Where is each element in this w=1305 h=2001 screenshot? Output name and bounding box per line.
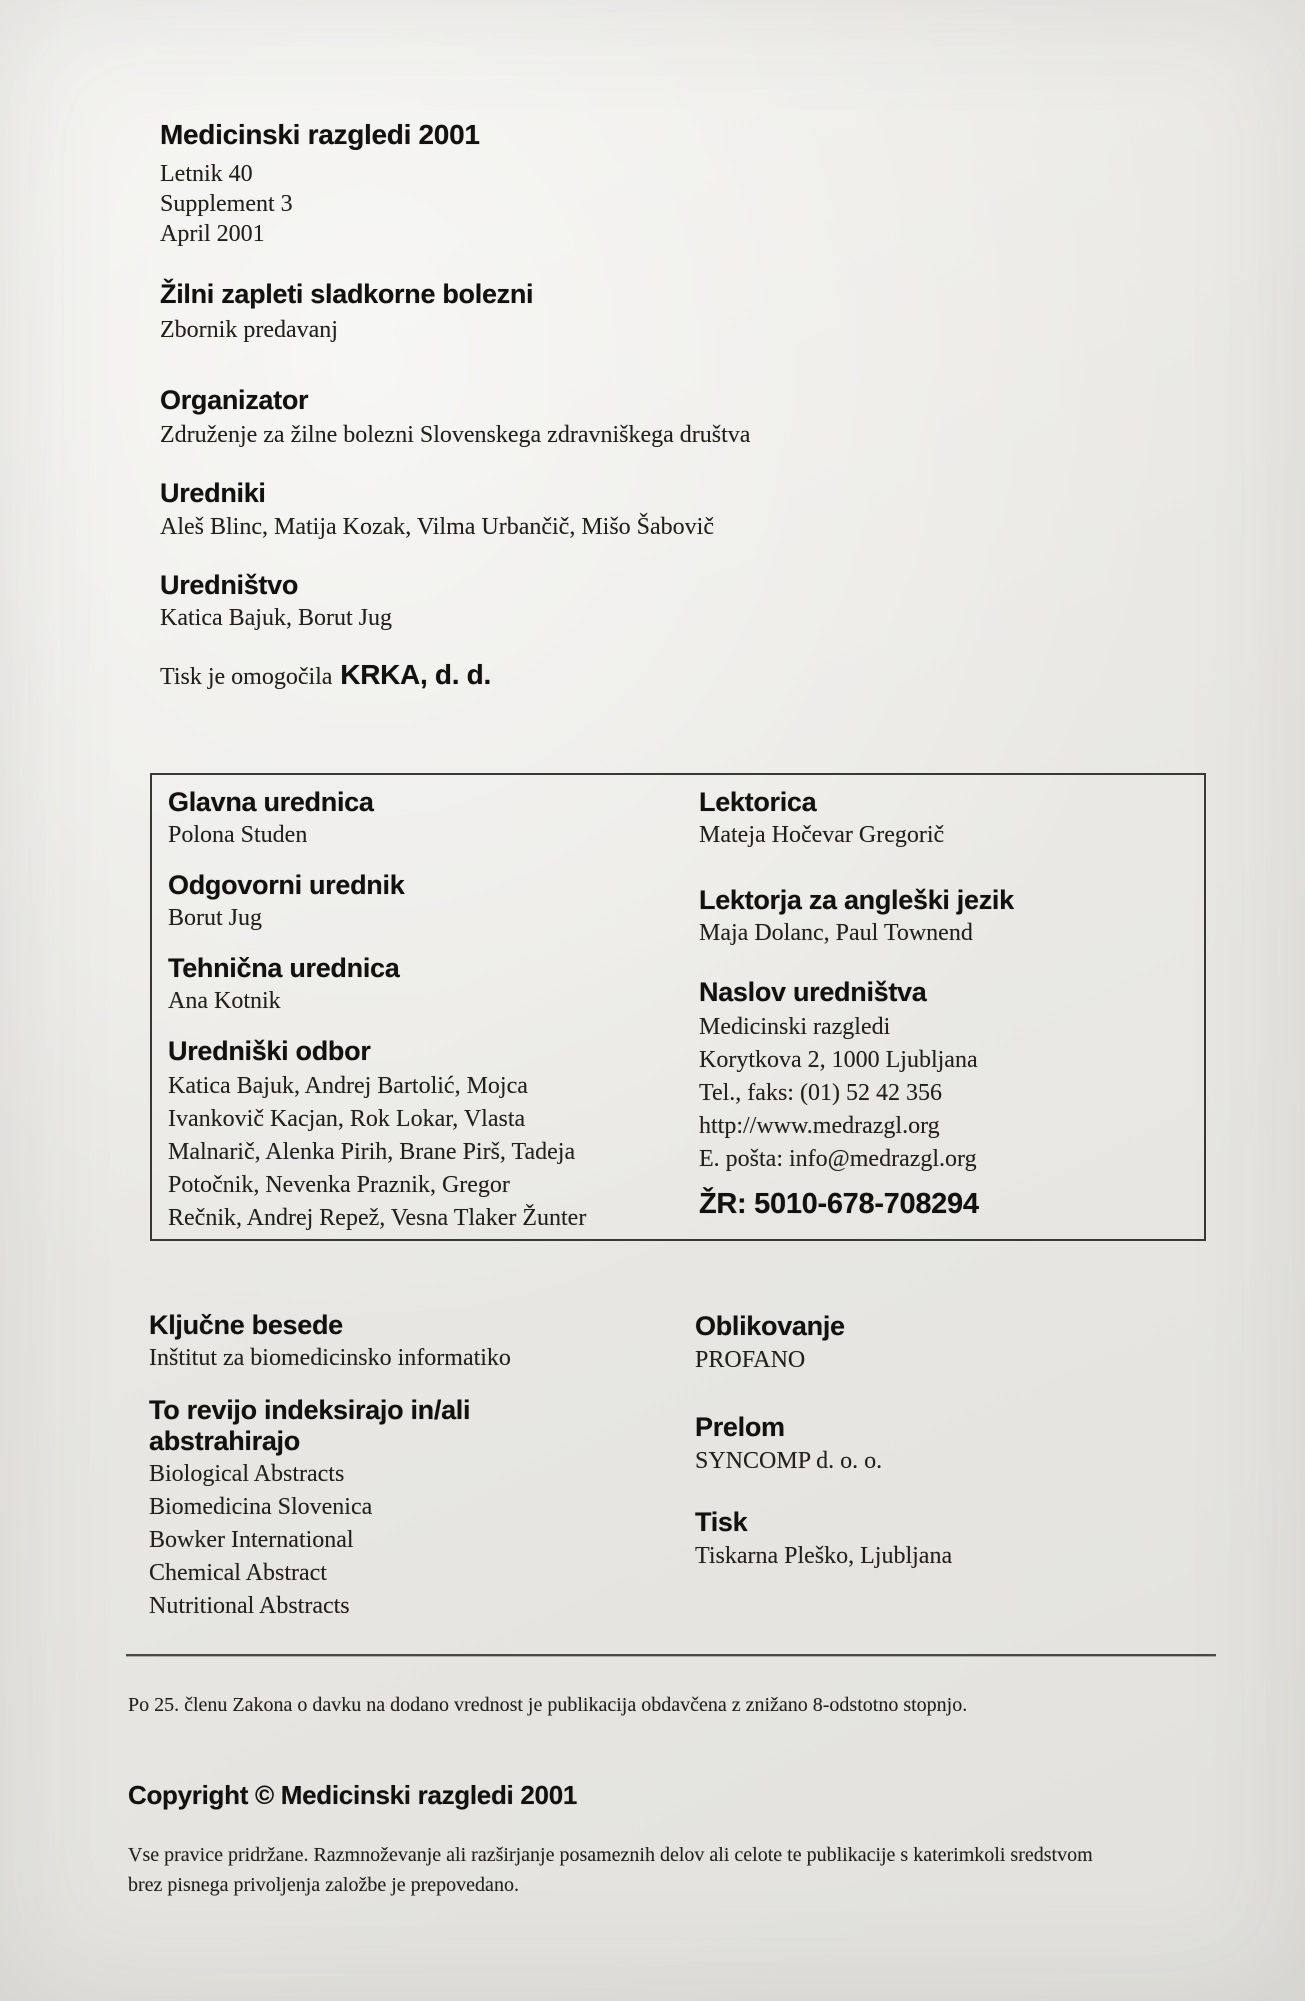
date-line: April 2001 [160,221,265,247]
editors-heading: Uredniki [160,478,266,508]
english-proofreaders-body: Maja Dolanc, Paul Townend [699,920,973,946]
indexing-item: Biomedicina Slovenica [149,1494,373,1520]
address-line: Korytkova 2, 1000 Ljubljana [699,1047,978,1073]
keywords-body: Inštitut za biomedicinsko informatiko [149,1345,511,1371]
technical-editor-heading: Tehnična urednica [168,953,400,983]
editors-body: Aleš Blinc, Matija Kozak, Vilma Urbančič, Mišo Šabovič [160,514,715,540]
responsible-editor-heading: Odgovorni urednik [168,870,405,900]
sponsor-line [160,658,491,692]
rights-line: Vse pravice pridržane. Razmnoževanje ali razširjanje posameznih delov ali celote te publikacije s katerimkoli sredstvom [128,1844,1093,1866]
layout-heading: Prelom [695,1412,785,1442]
imprint-box [150,773,1206,1241]
tax-note: Po 25. členu Zakona o davku na dodano vrednost je publikacija obdavčena z znižano 8-odstotno stopnjo. [128,1694,968,1716]
sponsor-name: KRKA, d. d. [340,659,491,690]
rights-block [128,1840,1093,1900]
editorial-board-line: Potočnik, Nevenka Praznik, Gregor [168,1172,510,1198]
responsible-editor-body: Borut Jug [168,905,263,931]
technical-editor-body: Ana Kotnik [168,988,281,1014]
print-body: Tiskarna Pleško, Ljubljana [695,1543,953,1569]
volume-line: Letnik 40 [160,161,253,187]
address-line: http://www.medrazgl.org [699,1113,940,1139]
address-line: E. pošta: info@medrazgl.org [699,1146,977,1172]
english-proofreaders-heading: Lektorja za angleški jezik [699,885,1014,915]
print-heading: Tisk [695,1507,748,1537]
keywords-heading: Ključne besede [149,1310,343,1340]
sponsor-prefix: Tisk je omogočila [160,664,333,690]
chief-editor-body: Polona Studen [168,822,308,848]
indexing-list [149,1458,372,1623]
editorial-board-line: Malnarič, Alenka Pirih, Brane Pirš, Tadeja [168,1139,576,1165]
indexing-item: Chemical Abstract [149,1560,327,1586]
chief-editor-heading: Glavna urednica [168,787,374,817]
publication-subtitle: Zbornik predavanj [160,317,338,343]
editorial-office-body: Katica Bajuk, Borut Jug [160,605,392,631]
editorial-board-line: Ivankovič Kacjan, Rok Lokar, Vlasta [168,1106,526,1132]
design-body: PROFANO [695,1347,806,1373]
account-number: ŽR: 5010-678-708294 [699,1188,979,1220]
indexing-item: Biological Abstracts [149,1461,345,1487]
copyright-line: Copyright © Medicinski razgledi 2001 [128,1780,578,1810]
proofreader-body: Mateja Hočevar Gregorič [699,822,945,848]
editorial-board-heading: Uredniški odbor [168,1036,371,1066]
organizer-body: Združenje za žilne bolezni Slovenskega zdravniškega društva [160,422,751,448]
indexing-item: Bowker International [149,1527,354,1553]
masthead-title: Medicinski razgledi 2001 [160,119,480,150]
indexing-heading-line: To revijo indeksirajo in/ali [149,1395,471,1425]
editorial-office-heading: Uredništvo [160,570,299,600]
address-heading: Naslov uredništva [699,977,927,1007]
address-line: Medicinski razgledi [699,1014,891,1040]
editorial-board-line: Katica Bajuk, Andrej Bartolić, Mojca [168,1073,528,1099]
indexing-heading [149,1395,470,1457]
editorial-board-list [168,1070,586,1235]
design-heading: Oblikovanje [695,1311,845,1341]
indexing-heading-line: abstrahirajo [149,1426,300,1456]
rights-line: brez pisnega privoljenja založbe je prepovedano. [128,1874,519,1896]
layout-body: SYNCOMP d. o. o. [695,1448,883,1474]
divider-rule [126,1654,1216,1656]
supplement-line: Supplement 3 [160,191,293,217]
editorial-board-line: Rečnik, Andrej Repež, Vesna Tlaker Žunter [168,1205,587,1231]
organizer-heading: Organizator [160,385,309,415]
proofreader-heading: Lektorica [699,787,817,817]
address-line: Tel., faks: (01) 52 42 356 [699,1080,942,1106]
publication-title: Žilni zapleti sladkorne bolezni [160,279,534,309]
indexing-item: Nutritional Abstracts [149,1593,350,1619]
address-block [699,1011,978,1176]
